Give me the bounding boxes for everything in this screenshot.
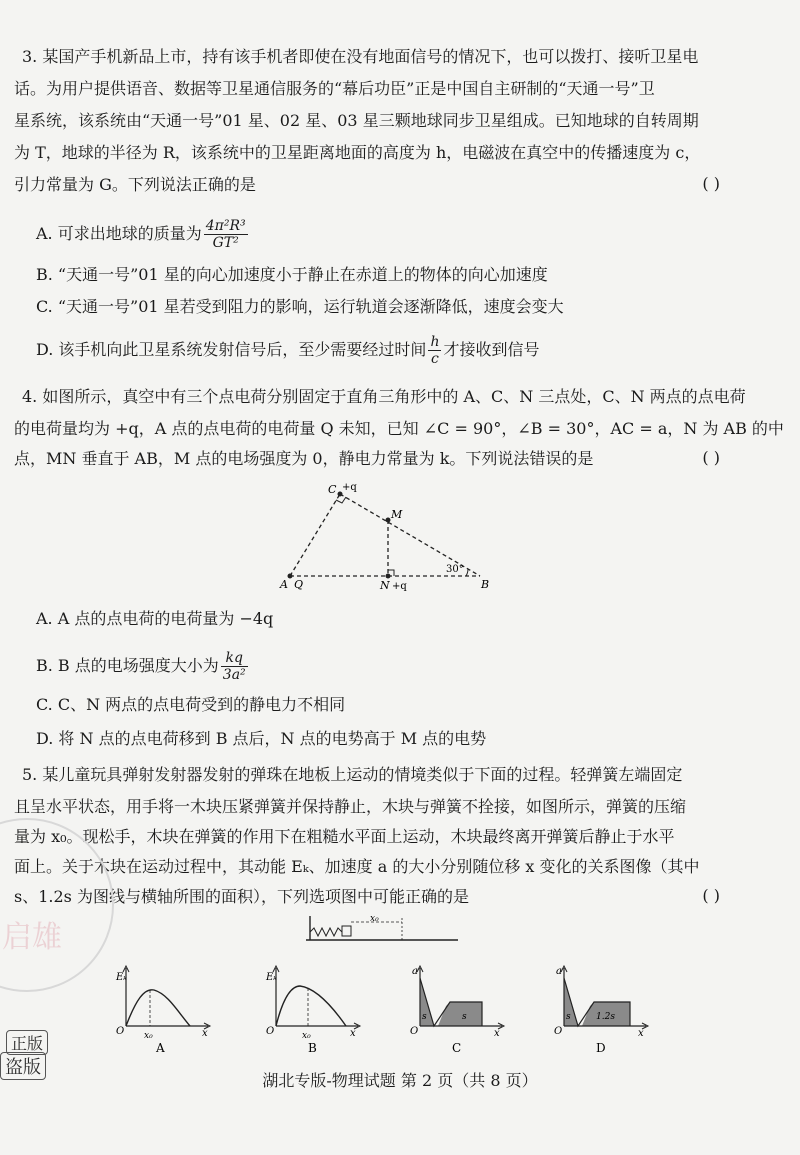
label-angle-30: 30° [446,564,464,575]
ek-curve [276,986,346,1026]
x0-label: x₀ [302,1031,311,1041]
label-c: C [328,483,337,496]
q3-answer-paren: ( ) [702,174,720,193]
label-a: A [280,578,288,591]
frac-denominator: 3a² [222,667,246,683]
x-label: x [638,1028,644,1039]
q3-option-c: C. “天通一号”01 星若受到阻力的影响，运行轨道会逐渐降低，速度会变大 [36,297,564,316]
area-s2-label: s [462,1012,467,1022]
q5-answer-paren: ( ) [702,886,720,905]
stamp-pirated: 盗版 [0,1052,46,1080]
q3-line-1: 3. 某国产手机新品上市，持有该手机者即使在没有地面信号的情况下，也可以拨打、接听卫星电 [22,47,699,66]
q4-triangle-figure [270,478,510,594]
origin-label: O [266,1026,275,1037]
q4-option-d: D. 将 N 点的点电荷移到 B 点后，N 点的电势高于 M 点的电势 [36,729,487,748]
q3-line-2: 话。为用户提供语音、数据等卫星通信服务的“幕后功臣”正是中国自主研制的“天通一号”卫 [14,79,655,98]
stamp-genuine: 正版 [6,1030,48,1055]
label-q: Q [294,578,304,591]
q4-line-1: 4. 如图所示，真空中有三个点电荷分别固定于直角三角形中的 A、C、N 三点处，C、N 两点的点电荷 [22,387,746,406]
option-label: A [156,1041,165,1054]
q3-option-b: B. “天通一号”01 星的向心加速度小于静止在赤道上的物体的向心加速度 [36,265,548,284]
graph-a [112,962,216,1054]
frac-denominator: c [431,351,439,367]
q3-option-d-suffix: 才接收到信号 [443,340,540,359]
y-label: Eₖ [266,972,277,983]
graph-d [550,962,654,1054]
option-label: B [308,1041,317,1054]
label-n-charge: +q [392,581,407,592]
q3-option-d-text: D. 该手机向此卫星系统发射信号后，至少需要经过时间 [36,340,427,359]
frac-denominator: GT² [212,235,239,251]
q5-line-5: s、1.2s 为图线与横轴所围的面积），下列选项图中可能正确的是 [14,887,469,906]
area-s2 [438,1002,482,1026]
point-m [386,518,391,523]
y-label: a [412,966,418,977]
q4-option-b [36,650,250,683]
q3-option-a-text: A. 可求出地球的质量为 [36,224,202,243]
graph-c [406,962,510,1054]
x-label: x [202,1028,208,1039]
q3-option-d-fraction [428,334,441,367]
q4-line-2: 的电荷量均为 +q，A 点的点电荷的电荷量 Q 未知，已知 ∠C = 90°，∠B = 30°，AC = a，N 为 AB 的中 [14,419,784,438]
q3-line-5: 引力常量为 G。下列说法正确的是 [14,175,256,194]
label-c-charge: +q [342,482,357,493]
x0-label: x₀ [144,1031,153,1041]
label-n: N [380,579,390,592]
q4-option-c: C. C、N 两点的点电荷受到的静电力不相同 [36,695,346,714]
origin-label: O [116,1026,125,1037]
area-s2-label: 1.2s [596,1012,615,1022]
q4-option-a: A. A 点的点电荷的电荷量为 −4q [36,609,274,628]
x0-label: x₀ [370,914,379,924]
q4-line-3: 点，MN 垂直于 AB，M 点的电场强度为 0，静电力常量为 k。下列说法错误的是 [14,449,594,468]
frac-numerator: h [430,334,440,350]
q5-spring-figure [302,912,462,946]
spring-icon [310,928,342,936]
page-footer: 湖北专版-物理试题 第 2 页（共 8 页） [262,1071,538,1090]
q5-line-3: 量为 x₀。现松手，木块在弹簧的作用下在粗糙水平面上运动，木块最终离开弹簧后静止于水平 [14,827,675,846]
q5-line-1: 5. 某儿童玩具弹射发射器发射的弹珠在地板上运动的情境类似于下面的过程。轻弹簧左端固定 [22,765,683,784]
q3-option-a-fraction [204,218,248,251]
point-n [386,574,391,579]
q3-line-4: 为 T，地球的半径为 R，该系统中的卫星距离地面的高度为 h，电磁波在真空中的传播速度为 c， [14,143,701,162]
y-label: a [556,966,562,977]
label-m: M [391,508,403,521]
x-label: x [494,1028,500,1039]
q3-line-3: 星系统，该系统由“天通一号”01 星、02 星、03 星三颗地球同步卫星组成。已知地球的自转周期 [14,111,699,130]
origin-label: O [410,1026,419,1037]
q4-answer-paren: ( ) [702,448,720,467]
area-s1-label: s [566,1012,571,1022]
angle-arc-b-icon [466,569,468,576]
watermark-brand: 启雄 [2,920,62,955]
block-icon [342,926,351,936]
area-s1-label: s [422,1012,427,1022]
q4-option-b-fraction [221,650,248,683]
ek-curve [126,990,190,1026]
frac-numerator: kq [221,650,248,667]
origin-label: O [554,1026,563,1037]
segment-ac [290,494,340,576]
label-b: B [481,578,490,591]
y-label: Eₖ [116,972,127,983]
option-label: C [452,1041,462,1054]
q5-line-4: 面上。关于木块在运动过程中，其动能 Eₖ、加速度 a 的大小分别随位移 x 变化的关系图像（其中 [14,857,700,876]
x-label: x [350,1028,356,1039]
q3-option-d [36,334,539,367]
point-a [288,574,293,579]
q4-option-b-text: B. B 点的电场强度大小为 [36,656,219,675]
graph-b [262,962,366,1054]
q5-line-2: 且呈水平状态，用手将一木块压紧弹簧并保持静止，木块与弹簧不拴接，如图所示，弹簧的压缩 [14,797,687,816]
q3-option-a [36,218,250,251]
frac-numerator: 4π²R³ [205,218,246,234]
option-label: D [596,1041,606,1054]
